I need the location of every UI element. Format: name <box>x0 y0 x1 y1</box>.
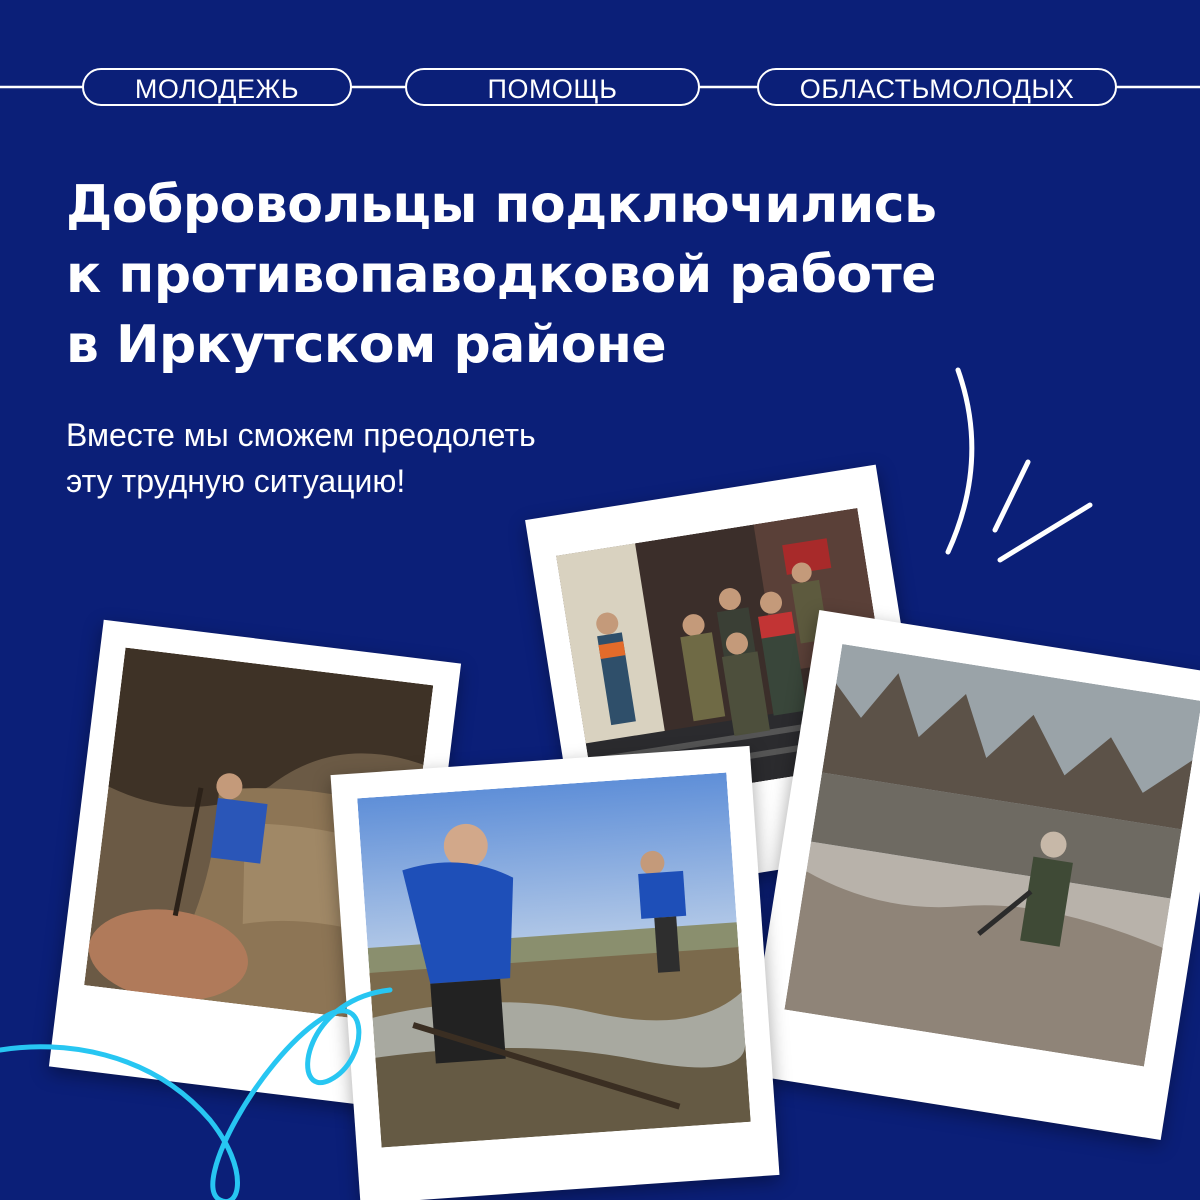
photo-card-field <box>331 746 780 1200</box>
subheadline-line-1: Вместе мы сможем преодолеть <box>66 417 536 453</box>
subheadline <box>66 412 766 504</box>
headline-line-2: к противопаводковой работе <box>66 245 937 305</box>
headline-line-1: Добровольцы подключились <box>66 175 937 235</box>
tag-youth[interactable]: МОЛОДЕЖЬ <box>82 68 352 106</box>
photo-volunteers-field <box>357 773 751 1148</box>
photo-volunteer-clearing-ice <box>784 644 1200 1066</box>
photo-card-woman-waders <box>746 610 1200 1140</box>
subheadline-line-2: эту трудную ситуацию! <box>66 463 406 499</box>
tag-help[interactable]: ПОМОЩЬ <box>405 68 700 106</box>
tag-region-of-youth[interactable]: ОБЛАСТЬМОЛОДЫХ <box>757 68 1117 106</box>
hashtag-row <box>0 68 1200 108</box>
headline <box>66 170 1146 380</box>
headline-line-3: в Иркутском районе <box>66 315 667 375</box>
